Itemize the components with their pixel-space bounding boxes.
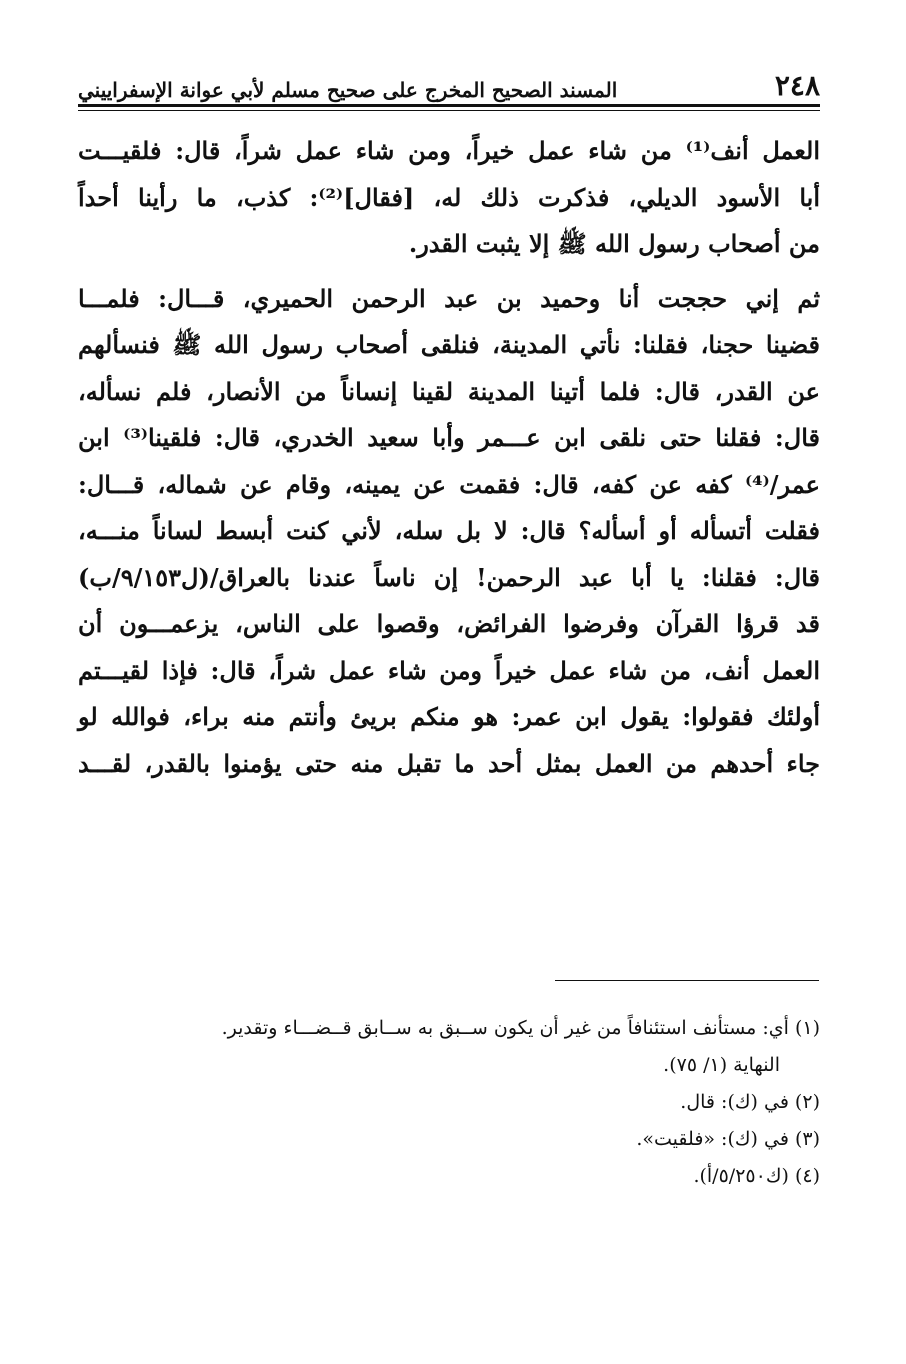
footnote-2: (٢) في (ك): قال. bbox=[680, 1091, 820, 1113]
page-number: ٢٤٨ bbox=[774, 69, 820, 102]
paragraph-2 bbox=[78, 276, 820, 788]
paragraph-1 bbox=[78, 128, 820, 268]
footnote-3: (٣) في (ك): «فلقيت». bbox=[636, 1128, 820, 1150]
text-line: العمل أنف، من شاء عمل خيراً ومن شاء عمل شراً، قال: فإذا لقيـــتم bbox=[78, 655, 820, 685]
header-rule-thick bbox=[78, 104, 820, 107]
footnote-1-continuation: النهاية (١/ ٧٥). bbox=[663, 1054, 780, 1076]
footnotes bbox=[78, 1010, 820, 1195]
text-line: أولئك فقولوا: يقول ابن عمر: هو منكم بريئ وأنتم منه براء، فوالله لو bbox=[78, 702, 820, 731]
footnote-4: (٤) (ك٥/٢٥٠/أ). bbox=[693, 1165, 820, 1187]
footnote-separator bbox=[555, 980, 819, 981]
main-text bbox=[78, 128, 820, 787]
text-line: أبا الأسود الديلي، فذكرت ذلك له، [فقال]⁽²⁾: كذب، ما رأينا أحداً bbox=[78, 182, 820, 212]
text-line: العمل أنف⁽¹⁾ من شاء عمل خيراً، ومن شاء عمل شراً، قال: فلقيـــت bbox=[78, 136, 820, 165]
text-line: جاء أحدهم من العمل بمثل أحد ما تقبل منه حتى يؤمنوا بالقدر، لقـــد bbox=[78, 748, 820, 778]
text-line: من أصحاب رسول الله ﷺ إلا يثبت القدر. bbox=[408, 229, 820, 258]
text-line: عن القدر، قال: فلما أتينا المدينة لقينا إنساناً من الأنصار، فلم نسأله، bbox=[78, 376, 821, 406]
text-line: قضينا حجنا، فقلنا: نأتي المدينة، فنلقى أصحاب رسول الله ﷺ فنسألهم bbox=[78, 330, 820, 359]
page-header bbox=[78, 62, 820, 102]
running-title: المسند الصحيح المخرج على صحيح مسلم لأبي عوانة الإسفراييني bbox=[78, 78, 618, 102]
text-line: قال: فقلنا حتى نلقى ابن عـــمر وأبا سعيد الخدري، قال: فلقينا⁽³⁾ ابن bbox=[78, 423, 820, 452]
text-line: قد قرؤا القرآن وفرضوا الفرائض، وقصوا على الناس، يزعمـــون أن bbox=[78, 609, 820, 638]
text-line: ثم إني حججت أنا وحميد بن عبد الرحمن الحميري، قـــال: فلمـــا bbox=[78, 283, 820, 313]
text-line: عمر/⁽⁴⁾ كفه عن كفه، قال: فقمت عن يمينه، وقام عن شماله، قـــال: bbox=[78, 469, 820, 499]
footnote-1: (١) أي: مستأنف استئنافاً من غير أن يكون ســبق به ســابق قــضـــاء وتقدير. bbox=[221, 1017, 820, 1039]
text-line: قال: فقلنا: يا أبا عبد الرحمن! إن ناساً عندنا بالعراق/(ل٩/١٥٣/ب) bbox=[78, 562, 820, 592]
header-rule-thin bbox=[78, 110, 820, 111]
text-line: فقلت أتسأله أو أسأله؟ قال: لا بل سله، لأني كنت أبسط لساناً منـــه، bbox=[78, 516, 820, 545]
